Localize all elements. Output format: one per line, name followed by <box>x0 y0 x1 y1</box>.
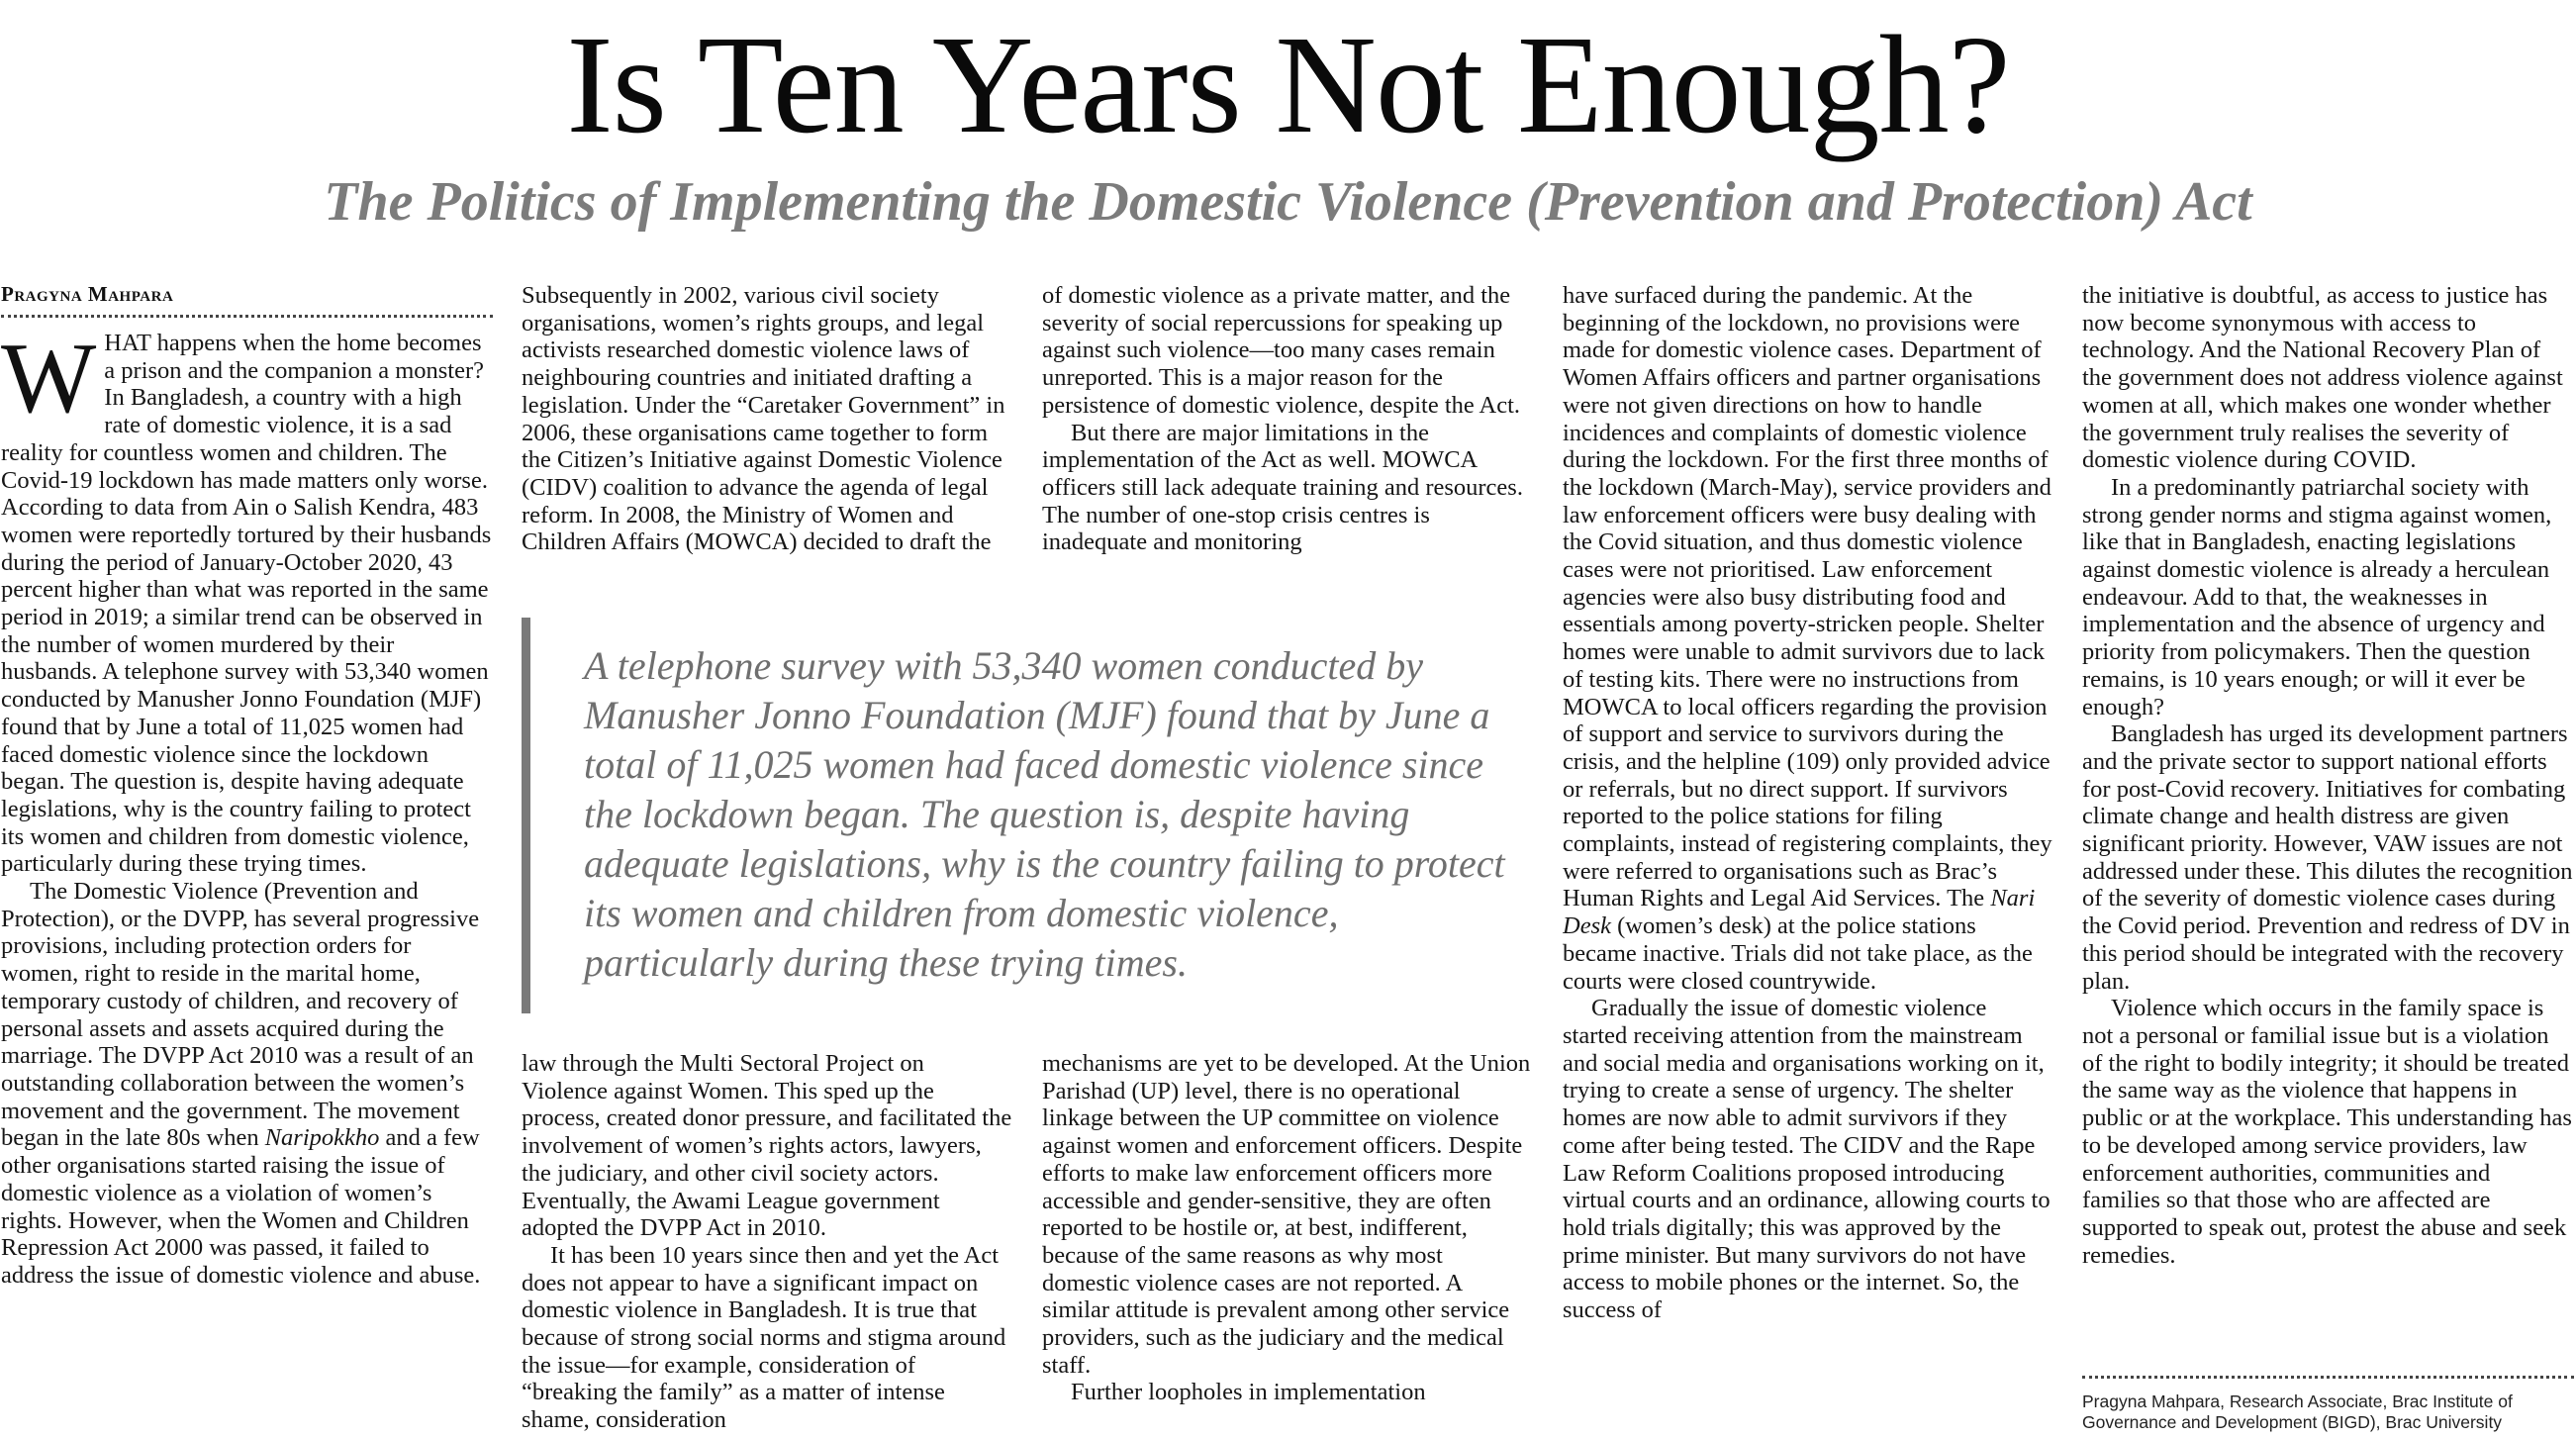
bio-divider <box>2082 1376 2574 1379</box>
drop-cap: W <box>1 330 97 434</box>
paragraph-msp: law through the Multi Sectoral Project on Violence against Women. This sped up the process, created donor pressure, and facilitated the involvement of women’s rights actors, lawyers, the judiciary, and other civil society actors. Eventually, the Awami League government adopted the DVPP Act in 2010. <box>522 1050 1012 1242</box>
column-5 <box>2082 282 2574 1371</box>
paragraph-ten-years: It has been 10 years since then and yet the Act does not appear to have a significant impact on domestic violence in Bangladesh. It is true that because of strong social norms and stigma around the issue—for example, consideration of “breaking the family” as a matter of intense shame, consideration <box>522 1241 1006 1434</box>
pull-quote: A telephone survey with 53,340 women conducted by Manusher Jonno Foundation (MJF) found that by June a total of 11,025 women had faced domestic violence since the lockdown began. The question is, despite having adequate legislations, why is the country failing to protect its women and children from domestic violence, particularly during these trying times. <box>522 618 1521 1013</box>
paragraph-access-justice: the initiative is doubtful, as access to justice has now become synonymous with access to technology. And the National Recovery Plan of the government does not address violence against women at all, which makes one wonder whether the government truly realises the severity of domestic violence during COVID. <box>2082 282 2563 474</box>
paragraph-patriarchal: In a predominantly patriarchal society with strong gender norms and stigma against women, like that in Bangladesh, enacting legislations against domestic violence is already a herculean endeavour. Add to that, the weaknesses in implementation and the absence of urgency and priority from policymakers. Then the question remains, is 10 years enough; or will it ever be enough? <box>2082 473 2552 720</box>
article-subheadline: The Politics of Implementing the Domestic Violence (Prevention and Protection) Act <box>324 171 2252 233</box>
paragraph-loopholes: Further loopholes in implementation <box>1071 1379 1426 1406</box>
paragraph-mechanisms: mechanisms are yet to be developed. At the Union Parishad (UP) level, there is no operational linkage between the UP committee on violence against women and enforcement officers. Despite efforts to make law enforcement officers more accessible and gender-sensitive, they are often reported to be hostile or, at best, indifferent, because of the same reasons as why most domestic violence cases are not reported. A similar attitude is prevalent among other service providers, such as the judiciary and the medical staff. <box>1042 1050 1531 1379</box>
column-4 <box>1563 282 2054 1439</box>
nari-desk-name: Nari Desk <box>1563 885 2036 940</box>
naripokkho-name: Naripokkho <box>264 1124 380 1152</box>
paragraph-cidv: Subsequently in 2002, various civil society organisations, women’s rights groups, and legal activists researched domestic violence laws of neighbouring countries and initiated drafting a legislation. Under the “Caretaker Government” in 2006, these organisations came together to form the Citizen’s Initiative against Domestic Violence (CIDV) coalition to advance the agenda of legal reform. In 2008, the Ministry of Women and Children Affairs (MOWCA) decided to draft the <box>522 282 1005 556</box>
column-2-bottom <box>522 1050 1013 1439</box>
column-2-top <box>522 282 1013 589</box>
paragraph-pandemic: have surfaced during the pandemic. At the beginning of the lockdown, no provisions were made for domestic violence cases. Department of Women Affairs officers and partner organisations were not given directions on how to handle incidences and complaints of domestic violence during the lockdown. For the first three months of the lockdown (March-May), service providers and law enforcement officers were busy dealing with the Covid situation, and thus domestic violence cases were not prioritised. Law enforcement agencies were also busy distributing food and essentials among poverty-stricken people. Shelter homes were unable to admit survivors due to lack of testing kits. There were no instructions from MOWCA to local officers regarding the provision of support and service to survivors during the crisis, and the helpline (109) only provided advice or referrals, but no direct support. If survivors reported to the police stations for filing complaints, instead of registering complaints, they were referred to organisations such as Brac’s Human Rights and Legal Aid Services. The Nari Desk (women’s desk) at the police stations became inactive. Trials did not take place, as the courts were closed countrywide. <box>1563 282 2052 995</box>
paragraph-family-space: Violence which occurs in the family space is not a personal or familial issue but is a violation of the right to bodily integrity; it should be treated the same way as the violence that happens in public or at the workplace. This understanding has to be developed among service providers, law enforcement authorities, communities and families so that those who are affected are supported to speak out, protest the abuse and seek remedies. <box>2082 995 2572 1269</box>
paragraph-private-matter: of domestic violence as a private matter, and the severity of social repercussions for speaking up against such violence—too many cases remain unreported. This is a major reason for the persistence of domestic violence, despite the Act. <box>1042 282 1521 419</box>
intro-paragraph: WHAT happens when the home becomes a prison and the companion a monster? In Bangladesh, a country with a high rate of domestic violence, it is a sad reality for countless women and children. The Covid-19 lockdown has made matters only worse. According to data from Ain o Salish Kendra, 483 women were reportedly tortured by their husbands during the period of January-October 2020, 43 percent higher than what was reported in the same period in 2019; a similar trend can be observed in the number of women murdered by their husbands. A telephone survey with 53,340 women conducted by Manusher Jonno Foundation (MJF) found that by June a total of 11,025 women had faced domestic violence since the lockdown began. The question is, despite having adequate legislations, why is the country failing to protect its women and children from domestic violence, particularly during these trying times. <box>1 330 492 878</box>
column-3-bottom <box>1042 1050 1534 1439</box>
byline: Pragyna Mahpara <box>1 282 493 318</box>
author-bio: Pragyna Mahpara, Research Associate, Brac Institute of Governance and Development (BIGD), Brac University <box>2082 1391 2513 1432</box>
paragraph-attention: Gradually the issue of domestic violence started receiving attention from the mainstream and social media and organisations working on it, trying to create a sense of urgency. The shelter homes are now able to admit survivors if they come after being tested. The CIDV and the Rape Law Reform Coalitions proposed introducing virtual courts and an ordinance, allowing courts to hold trials digitally; this was approved by the prime minister. But many survivors do not have access to mobile phones or the internet. So, the success of <box>1563 995 2051 1324</box>
paragraph-recovery: Bangladesh has urged its development partners and the private sector to support national efforts for post-Covid recovery. Initiatives for combating climate change and health distress are given significant priority. However, VAW issues are not addressed under these. This dilutes the recognition of the severity of domestic violence cases during the Covid period. Prevention and redress of DV in this period should be integrated with the recovery plan. <box>2082 720 2573 995</box>
article-headline: Is Ten Years Not Enough? <box>566 6 2010 162</box>
paragraph-limitations: But there are major limitations in the implementation of the Act as well. MOWCA officers still lack adequate training and resources. The number of one-stop crisis centres is inadequate and monitoring <box>1042 419 1523 556</box>
paragraph-dvpp: The Domestic Violence (Prevention and Protection), or the DVPP, has several progressive provisions, including protection orders for women, right to reside in the marital home, temporary custody of children, and recovery of personal assets and assets acquired during the marriage. The DVPP Act 2010 was a result of an outstanding collaboration between the women’s movement and the government. The movement began in the late 80s when Naripokkho and a few other organisations started raising the issue of domestic violence as a violation of women’s rights. However, when the Women and Children Repression Act 2000 was passed, it failed to address the issue of domestic violence and abuse. <box>1 878 481 1289</box>
column-1 <box>1 330 493 1439</box>
column-3-top <box>1042 282 1534 589</box>
